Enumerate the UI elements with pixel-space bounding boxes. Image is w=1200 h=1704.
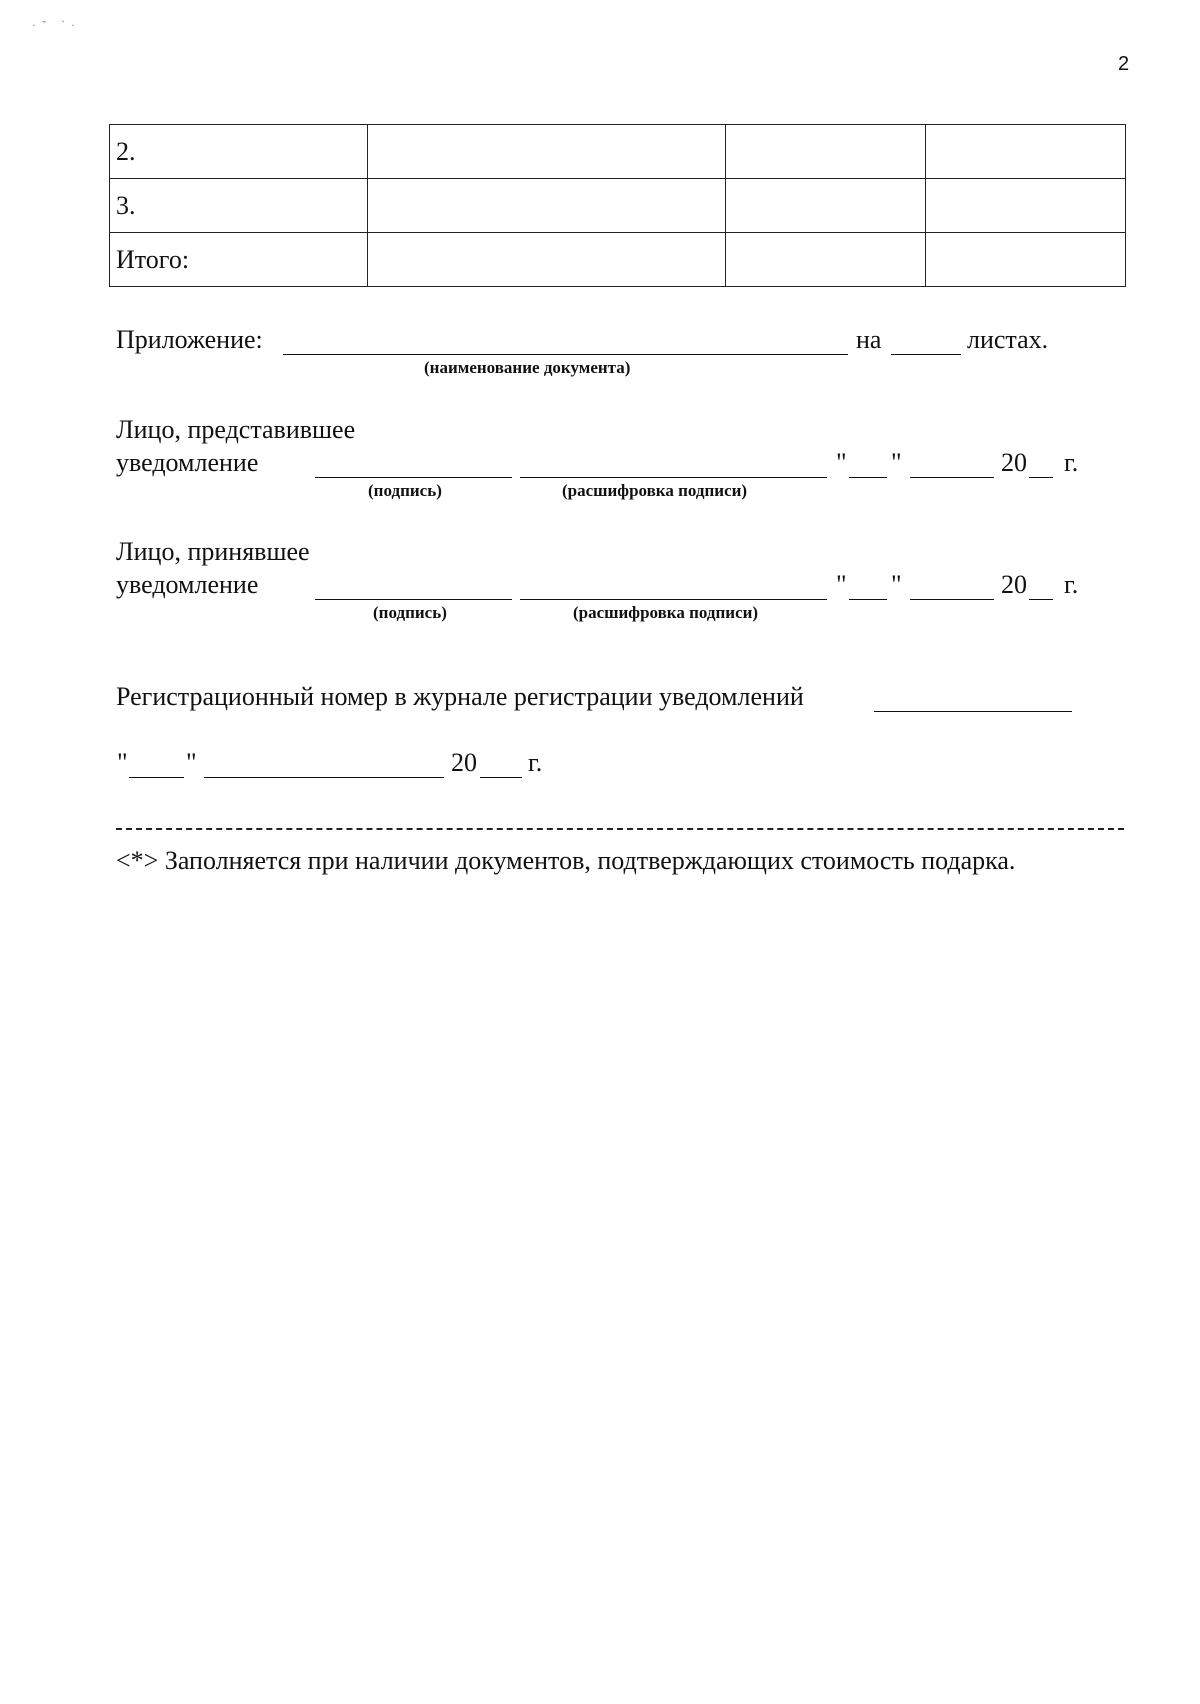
table-cell[interactable] [926, 179, 1126, 233]
receiver-month-field[interactable] [910, 599, 994, 600]
table-cell[interactable] [368, 179, 726, 233]
registration-year-field[interactable] [480, 777, 522, 778]
receiver-signature-caption: (подпись) [373, 603, 447, 622]
submitter-year-field[interactable] [1029, 477, 1053, 478]
attachment-sheets-text: листах. [967, 325, 1049, 354]
page-number: 2 [1118, 53, 1130, 75]
table-row [110, 125, 1126, 179]
submitter-decode-caption: (расшифровка подписи) [562, 481, 748, 500]
attachment-caption: (наименование документа) [424, 358, 631, 377]
receiver-label-line1: Лицо, принявшее [116, 537, 310, 566]
table-cell[interactable] [926, 125, 1126, 179]
row-number: 3. [110, 179, 368, 233]
registration-day-field[interactable] [129, 777, 184, 778]
submitter-decode-field[interactable] [520, 477, 827, 478]
submitter-signature-caption: (подпись) [368, 481, 442, 500]
submitter-label-line2: уведомление [116, 448, 259, 477]
gifts-table [109, 124, 1126, 287]
registration-year-suffix: г. [528, 748, 543, 777]
receiver-day-field[interactable] [849, 599, 887, 600]
table-cell[interactable] [726, 125, 926, 179]
submitter-signature-field[interactable] [315, 477, 512, 478]
table-cell[interactable] [368, 233, 726, 287]
registration-year-prefix: 20 [451, 748, 477, 777]
attachment-label: Приложение: [116, 325, 263, 354]
registration-number-field[interactable] [874, 711, 1072, 712]
submitter-quote-close: " [891, 448, 902, 477]
submitter-label-line1: Лицо, представившее [116, 415, 356, 444]
attachment-sheets-field[interactable] [891, 354, 961, 355]
scan-artifact: ·˜ ˋ· [32, 18, 81, 32]
registration-month-field[interactable] [204, 777, 444, 778]
receiver-quote-open: " [836, 570, 847, 599]
submitter-month-field[interactable] [910, 477, 994, 478]
receiver-signature-field[interactable] [315, 599, 512, 600]
receiver-year-suffix: г. [1064, 570, 1079, 599]
attachment-document-field[interactable] [283, 354, 848, 355]
receiver-label-line2: уведомление [116, 570, 259, 599]
registration-quote-open: " [117, 748, 128, 777]
receiver-quote-close: " [891, 570, 902, 599]
registration-label: Регистрационный номер в журнале регистрации уведомлений [116, 682, 804, 711]
table-cell[interactable] [368, 125, 726, 179]
table-cell[interactable] [926, 233, 1126, 287]
attachment-on-text: на [856, 325, 882, 354]
footnote-text: <*> Заполняется при наличии документов, подтверждающих стоимость подарка. [116, 846, 1016, 875]
row-number: 2. [110, 125, 368, 179]
receiver-year-field[interactable] [1029, 599, 1053, 600]
receiver-year-prefix: 20 [1001, 570, 1027, 599]
receiver-decode-caption: (расшифровка подписи) [573, 603, 759, 622]
receiver-decode-field[interactable] [520, 599, 827, 600]
submitter-year-prefix: 20 [1001, 448, 1027, 477]
table-row [110, 179, 1126, 233]
submitter-day-field[interactable] [849, 477, 887, 478]
total-label: Итого: [110, 233, 368, 287]
submitter-year-suffix: г. [1064, 448, 1079, 477]
table-row-total [110, 233, 1126, 287]
footnote-separator [116, 828, 1124, 830]
table-cell[interactable] [726, 179, 926, 233]
table-cell[interactable] [726, 233, 926, 287]
submitter-quote-open: " [836, 448, 847, 477]
registration-quote-close: " [186, 748, 197, 777]
